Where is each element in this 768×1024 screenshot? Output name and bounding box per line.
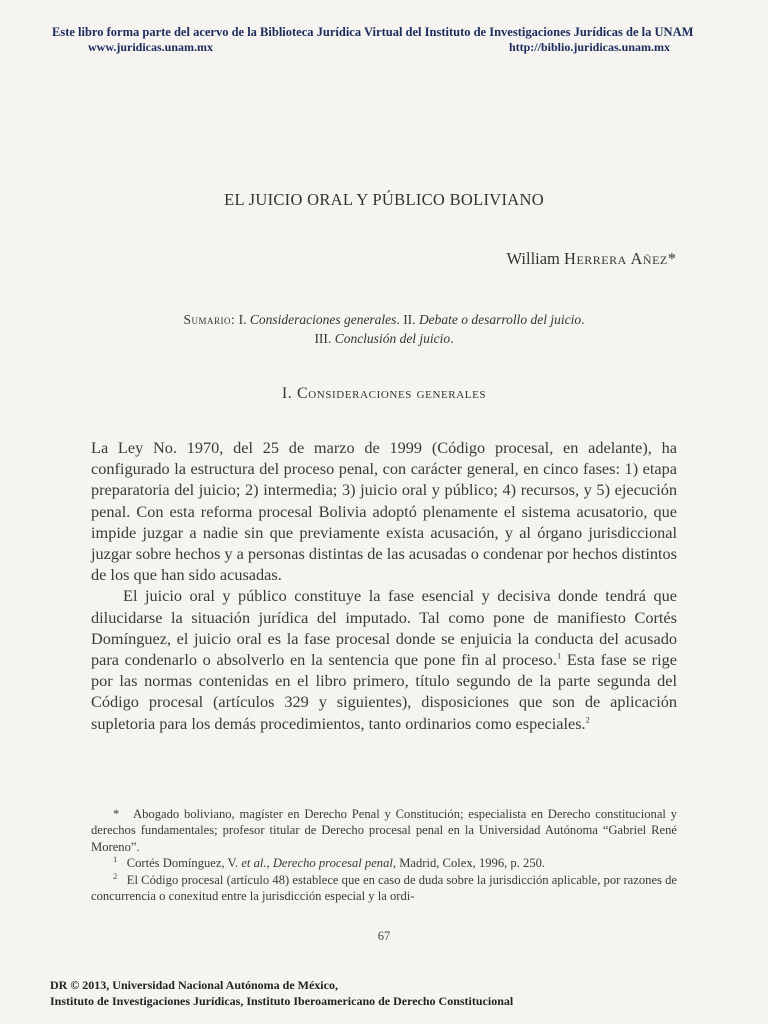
author-note-mark: * xyxy=(667,249,676,268)
header-links xyxy=(88,40,670,55)
summary-line-1 xyxy=(0,310,768,329)
summary-item-1: Consideraciones generales xyxy=(249,312,397,327)
chapter-title: EL JUICIO ORAL Y PÚBLICO BOLIVIANO xyxy=(224,190,544,209)
footnotes xyxy=(91,806,677,904)
footnote-etal: et al. xyxy=(241,856,267,871)
summary-num-3: III. xyxy=(314,331,335,346)
footnote-text: , Madrid, Colex, 1996, p. 250. xyxy=(392,856,546,871)
footnote-ref-2[interactable]: 2 xyxy=(585,714,590,725)
section-heading: I. Consideraciones generales xyxy=(281,385,487,402)
footnote-text: El Código procesal (artículo 48) establece que en caso de duda sobre la jurisdicción aplicable, por razones de concurrencia o conexitud entre la jurisdicción especial y la ordi- xyxy=(91,872,678,904)
summary-num-2: . II. xyxy=(396,312,419,327)
library-notice: Este libro forma parte del acervo de la Biblioteca Jurídica Virtual del Instituto de Investigaciones Jurídicas de la UNAM xyxy=(52,25,694,39)
author-first-name: William xyxy=(506,249,565,268)
footnote-sep: , xyxy=(266,856,273,871)
juridicas-link[interactable]: www.juridicas.unam.mx xyxy=(88,40,214,54)
footnote-mark: 2 xyxy=(113,870,118,881)
footnote-star xyxy=(91,806,677,855)
footnote-text: Abogado boliviano, magíster en Derecho Penal y Constitución; especialista en Derecho constitucional y derechos fundamentales; profesor titular de Derecho procesal penal en la Universidad Autónoma “Gabriel René Moreno”. xyxy=(91,807,677,854)
author-name xyxy=(506,249,676,269)
footnote-book-title: Derecho procesal penal xyxy=(272,856,393,871)
summary-item-3: Conclusión del juicio xyxy=(334,331,451,346)
author-last-name: Herrera Añez xyxy=(564,249,668,268)
summary-label: Sumario: xyxy=(183,312,236,327)
paragraph-2-part-1: El juicio oral y público constituye la fase esencial y decisiva donde tendrá que dilucidarse la situación jurídica del imputado. Tal como pone de manifiesto Cortés Domínguez, el juicio oral es la fase procesal donde se enjuicia la conducta del acusado para condenarlo o absolverlo en la sentencia que pone fin al proceso. xyxy=(91,586,677,670)
paragraph-2 xyxy=(91,585,677,733)
summary-line-2 xyxy=(0,329,768,348)
summary-num-1: I. xyxy=(235,312,250,327)
footnote-1 xyxy=(91,855,677,871)
paragraph-2-part-2: Esta fase se rige por las normas contenidas en el libro primero, título segundo de la parte segunda del Código procesal (artículos 329 y siguientes), disposiciones que son de aplicación supletoria para los demás procedimientos, tanto ordinarios como especiales. xyxy=(91,650,677,733)
paragraph-1: La Ley No. 1970, del 25 de marzo de 1999 (Código procesal, en adelante), ha configurado la estructura del proceso penal, con carácter general, en cinco fases: 1) etapa preparatoria del juicio; 2) intermedia; 3) juicio oral y público; 4) recursos, y 5) ejecución penal. Con esta reforma procesal Bolivia adoptó plenamente el sistema acusatorio, que impide juzgar a nadie sin que previamente exista acusación, y al órgano jurisdiccional juzgar sobre hechos y a personas distintas de las acusadas o condenar por hechos distintos de los que han sido acusadas. xyxy=(91,438,677,585)
footer-line-1: DR © 2013, Universidad Nacional Autónoma de México, xyxy=(50,978,338,992)
footnote-2 xyxy=(91,872,677,905)
footer-line-2: Instituto de Investigaciones Jurídicas, Instituto Iberoamericano de Derecho Constitucional xyxy=(50,994,514,1008)
footnote-mark: * xyxy=(113,807,120,821)
summary xyxy=(0,310,768,348)
footnote-text: Cortés Domínguez, V. xyxy=(126,856,242,871)
summary-period-2: . xyxy=(581,312,585,327)
footnote-mark: 1 xyxy=(113,854,118,865)
summary-period-3: . xyxy=(450,331,454,346)
footer-copyright xyxy=(50,977,730,1009)
footnote-ref-1[interactable]: 1 xyxy=(556,650,562,661)
body-text xyxy=(91,437,677,734)
biblio-link[interactable]: http://biblio.juridicas.unam.mx xyxy=(508,40,670,54)
page-number: 67 xyxy=(377,929,391,943)
summary-item-2: Debate o desarrollo del juicio xyxy=(418,312,582,327)
